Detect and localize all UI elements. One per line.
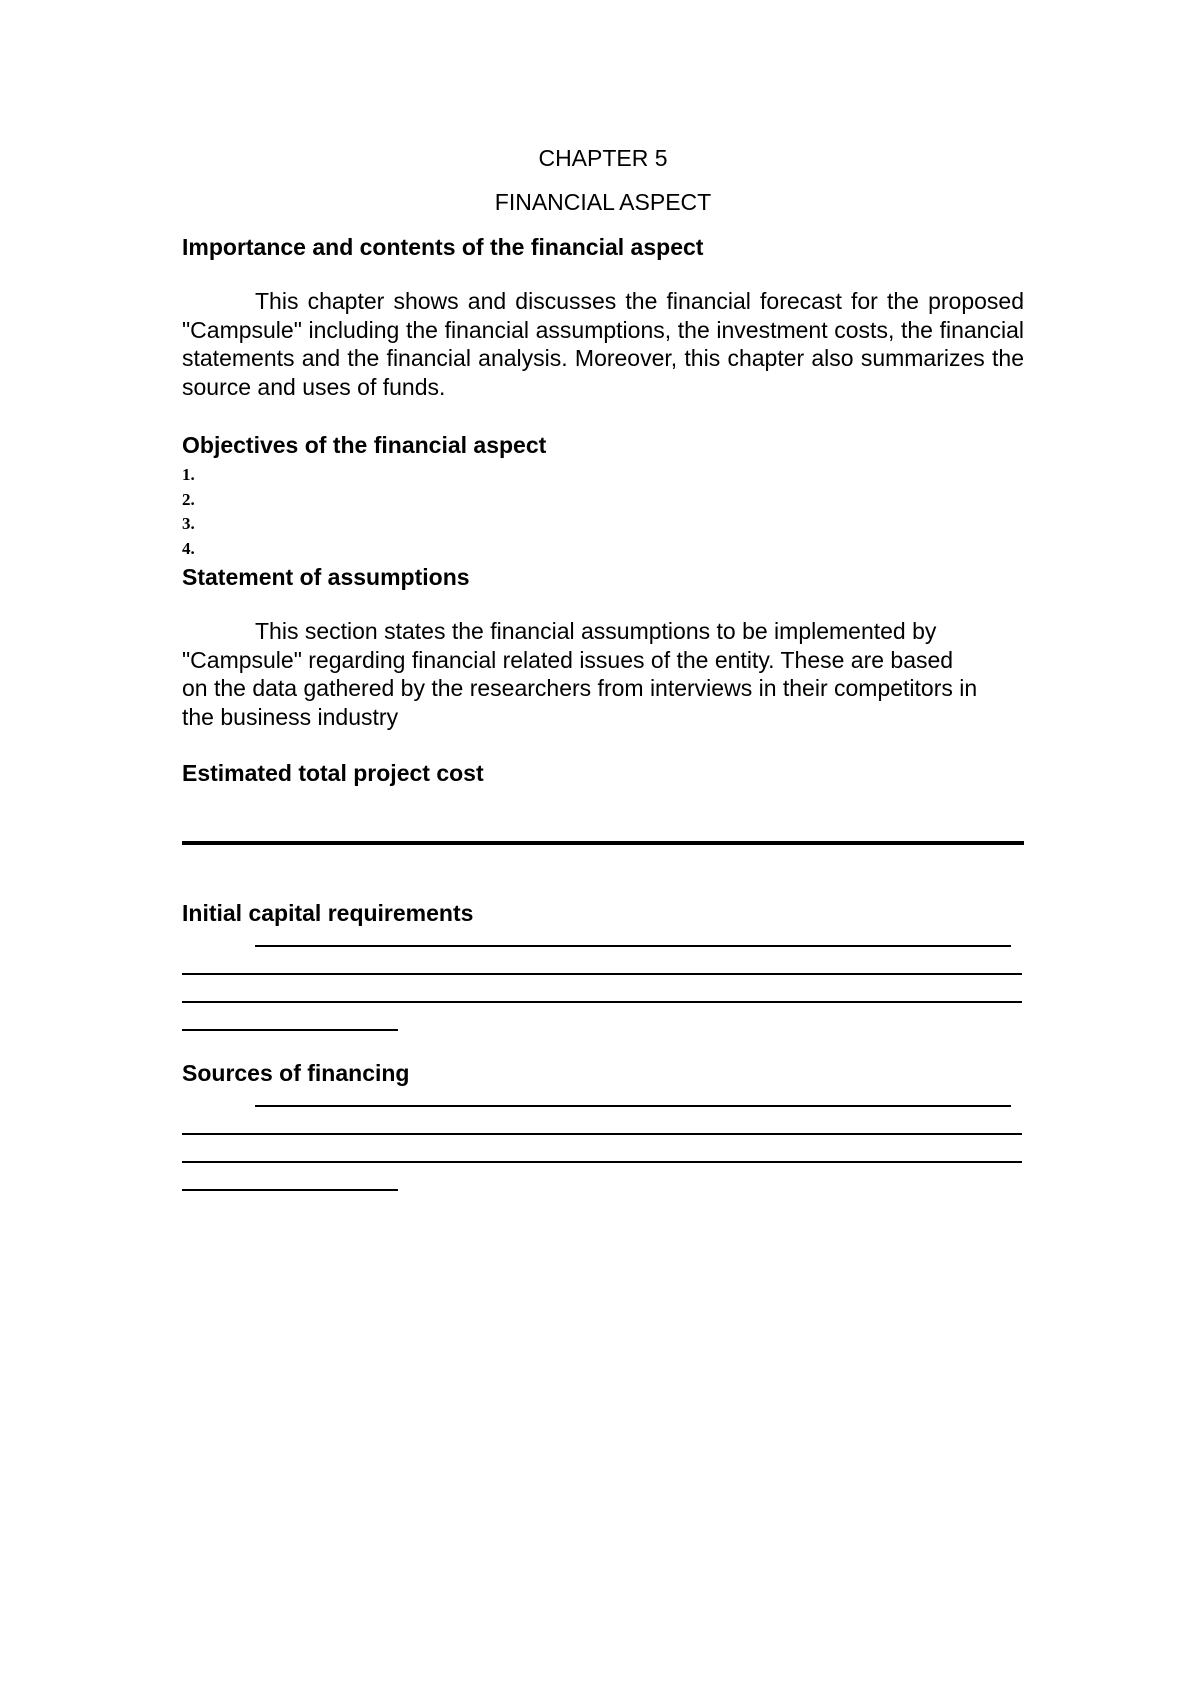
capital-heading: Initial capital requirements — [182, 900, 474, 926]
importance-paragraph: This chapter shows and discusses the financial forecast for the proposed "Campsule" including the financial assumptions, the investment costs, the financial statements and the financial analysis. Moreover, this chapter also summarizes the source and uses of funds. — [182, 288, 1024, 400]
capital-blank-line — [182, 1001, 1022, 1003]
chapter-title: CHAPTER 5 — [538, 145, 668, 171]
project-cost-blank-line — [182, 841, 1024, 845]
financing-blank-line — [182, 1161, 1022, 1163]
objective-item-2: 2. — [182, 489, 195, 509]
project-cost-heading: Estimated total project cost — [182, 760, 484, 786]
capital-blank-block — [182, 945, 1024, 1031]
importance-heading: Importance and contents of the financial aspect — [182, 234, 704, 260]
chapter-subtitle: FINANCIAL ASPECT — [494, 189, 712, 215]
document-content — [182, 140, 1024, 1191]
objective-item-3: 3. — [182, 514, 195, 533]
objectives-heading: Objectives of the financial aspect — [182, 432, 547, 458]
assumptions-paragraph — [182, 617, 1024, 731]
financing-heading: Sources of financing — [182, 1060, 410, 1086]
financing-blank-line — [182, 1189, 398, 1191]
capital-blank-line — [182, 973, 1022, 975]
assumptions-line-2: "Campsule" regarding financial related issues of the entity. These are based — [182, 646, 954, 673]
financing-blank-block — [182, 1105, 1024, 1191]
assumptions-line-3: on the data gathered by the researchers from interviews in their competitors in — [182, 675, 978, 701]
financing-blank-line — [182, 1133, 1022, 1135]
objective-item-4: 4. — [182, 538, 195, 558]
assumptions-heading: Statement of assumptions — [182, 564, 470, 590]
capital-blank-line — [182, 1029, 398, 1031]
capital-blank-line — [255, 945, 1011, 947]
financing-blank-line — [255, 1105, 1011, 1107]
objectives-list — [182, 463, 1024, 561]
assumptions-line-1: This section states the financial assumptions to be implemented by — [255, 618, 937, 644]
assumptions-line-4: the business industry — [182, 703, 399, 730]
objective-item-1: 1. — [182, 465, 195, 484]
